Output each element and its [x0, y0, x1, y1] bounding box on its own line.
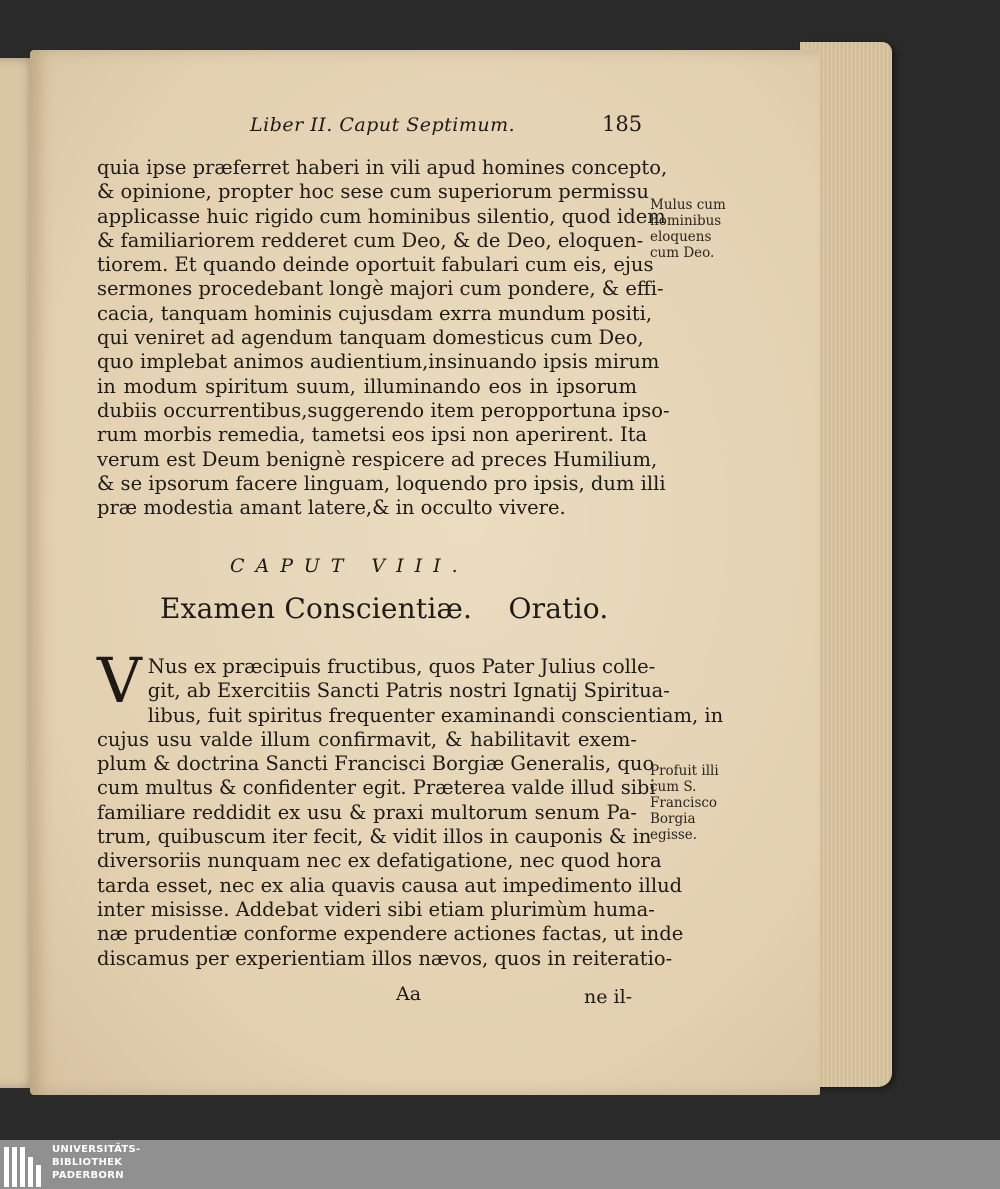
marginal-line: eloquens — [650, 229, 712, 245]
text-line: libus, fuit spiritus frequenter examinandi conscientiam, in — [147, 703, 724, 727]
chapter-title: CAPUT VIII. — [230, 555, 469, 577]
drop-cap: V — [97, 644, 142, 717]
text-line: Nus ex præcipuis fructibus, quos Pater Julius colle- — [147, 655, 656, 678]
text-line: & se ipsorum facere linguam, loquendo pro ipsis, dum illi — [97, 471, 666, 495]
text-line: dubiis occurrentibus,suggerendo item peropportuna ipso- — [97, 398, 670, 422]
marginal-line: Borgia — [650, 811, 696, 827]
text-line: & opinione, propter hoc sese cum superiorum permissu — [97, 180, 649, 204]
text-line: plum & doctrina Sancti Francisci Borgiæ Generalis, quo — [97, 752, 655, 776]
text-line: cum multus & confidenter egit. Præterea valde illud sibi — [97, 776, 656, 800]
text-line: quia ipse præferret haberi in vili apud homines concepto, — [97, 156, 668, 179]
text-line: tarda esset, nec ex alia quavis causa aut impedimento illud — [97, 873, 683, 897]
marginal-note-1 — [650, 197, 726, 261]
marginal-line: cum Deo. — [650, 245, 715, 261]
page-number: 185 — [602, 112, 643, 136]
text-line: applicasse huic rigido cum hominibus silentio, quod idem — [97, 204, 666, 228]
running-head: Liber II. Caput Septimum. — [250, 114, 516, 136]
text-line: præ modestia amant latere,& in occulto vivere. — [97, 496, 566, 520]
text-line: tiorem. Et quando deinde oportuit fabulari cum eis, ejus — [97, 253, 654, 277]
text-line: git, ab Exercitiis Sancti Patris nostri Ignatij Spiritua- — [147, 679, 670, 703]
text-line: quo implebat animos audientium,insinuando ipsis mirum — [97, 350, 660, 374]
text-line: inter misisse. Addebat videri sibi etiam plurimùm huma- — [97, 897, 655, 921]
text-line: rum morbis remedia, tametsi eos ipsi non aperirent. Ita — [97, 423, 648, 447]
text-line: næ prudentiæ conforme expendere actiones factas, ut inde — [97, 922, 684, 946]
signature-mark: Aa — [396, 983, 422, 1005]
text-line: familiare reddidit ex usu & praxi multorum senum Pa- — [97, 800, 637, 824]
text-line: in modum spiritum suum, illuminando eos in ipsorum — [97, 374, 637, 398]
text-line: qui veniret ad agendum tanquam domesticus cum Deo, — [97, 326, 644, 350]
logo-line: PADERBORN — [52, 1170, 124, 1181]
marginal-line: Mulus cum — [650, 197, 726, 213]
marginal-line: egisse. — [650, 827, 698, 843]
marginal-note-2 — [650, 763, 719, 843]
footer-bar — [0, 1140, 1000, 1189]
text-line: diversoriis nunquam nec ex defatigatione, nec quod hora — [97, 849, 662, 873]
text-line: cujus usu valde illum confirmavit, & habilitavit exem- — [97, 727, 637, 751]
logo-line: BIBLIOTHEK — [52, 1157, 123, 1168]
paragraph-1 — [97, 156, 670, 520]
section-title: Examen Conscientiæ. Oratio. — [160, 592, 609, 625]
logo-line: UNIVERSITÄTS- — [52, 1144, 141, 1155]
marginal-line: hominibus — [650, 213, 722, 229]
marginal-line: Profuit illi — [650, 763, 719, 779]
text-line: sermones procedebant longè majori cum pondere, & effi- — [97, 277, 664, 301]
marginal-line: Francisco — [650, 795, 718, 811]
text-line: discamus per experientiam illos nævos, quos in reiteratio- — [97, 946, 673, 970]
text-line: cacia, tanquam hominis cujusdam exrra mundum positi, — [97, 301, 653, 325]
text-line: trum, quibuscum iter fecit, & vidit illos in cauponis & in — [97, 825, 652, 849]
catchword: ne il- — [584, 986, 633, 1008]
library-logo-text — [52, 1143, 141, 1182]
text-line: verum est Deum benignè respicere ad preces Humilium, — [97, 447, 658, 471]
library-logo-icon — [4, 1143, 44, 1187]
text-line: & familiariorem redderet cum Deo, & de Deo, eloquen- — [97, 228, 644, 252]
marginal-line: cum S. — [650, 779, 697, 795]
